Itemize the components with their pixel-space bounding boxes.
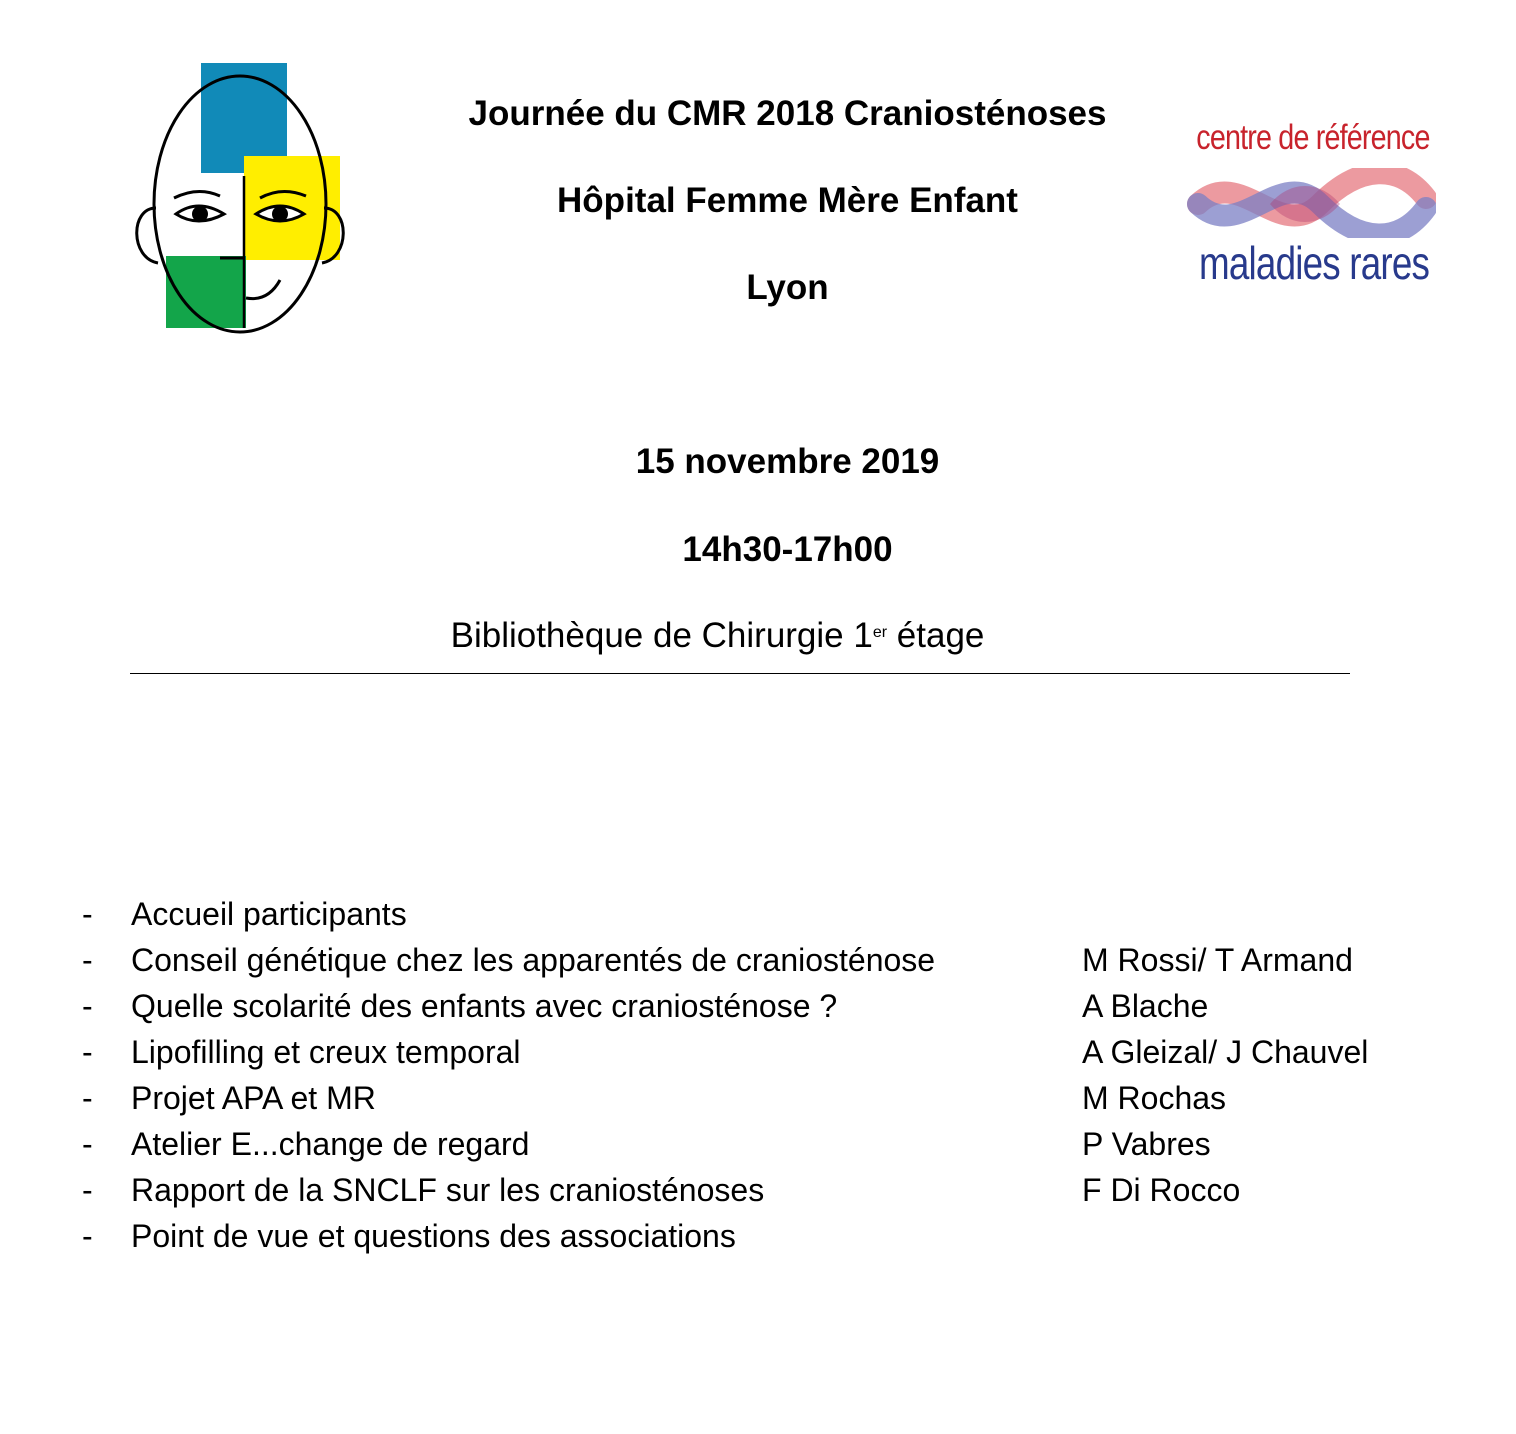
program-topic: Lipofilling et creux temporal [131, 1034, 521, 1070]
bullet-dash: - [82, 1218, 93, 1254]
venue-main: Bibliothèque de Chirurgie 1 [450, 616, 873, 655]
horizontal-divider [130, 673, 1350, 674]
bullet-dash: - [82, 896, 93, 932]
event-time: 14h30-17h00 [682, 530, 893, 569]
program-topic: Accueil participants [131, 896, 407, 932]
list-item [0, 1034, 1516, 1080]
crmr-logo-top-text: centre de référence [1196, 118, 1430, 157]
program-speaker: M Rossi/ T Armand [1082, 942, 1353, 978]
program-topic: Conseil génétique chez les apparentés de craniosténose [131, 942, 936, 978]
program-topic: Atelier E...change de regard [131, 1126, 530, 1162]
program-topic: Rapport de la SNCLF sur les craniosténoses [131, 1172, 765, 1208]
list-item [0, 896, 1516, 942]
program-speaker: P Vabres [1082, 1126, 1211, 1162]
program-topic: Quelle scolarité des enfants avec craniosténose ? [131, 988, 838, 1024]
bullet-dash: - [82, 1126, 93, 1162]
venue-tail: étage [887, 616, 985, 655]
bullet-dash: - [82, 1080, 93, 1116]
wave-ribbon-icon [1180, 168, 1436, 238]
program-topic: Projet APA et MR [131, 1080, 376, 1116]
venue-superscript: er [872, 624, 888, 641]
list-item [0, 988, 1516, 1034]
event-title: Journée du CMR 2018 Craniosténoses [468, 94, 1107, 133]
face-logo-icon [128, 58, 352, 340]
bullet-dash: - [82, 988, 93, 1024]
hospital-name: Hôpital Femme Mère Enfant [557, 181, 1018, 220]
bullet-dash: - [82, 1034, 93, 1070]
list-item [0, 1172, 1516, 1218]
list-item [0, 1218, 1516, 1264]
list-item [0, 942, 1516, 988]
list-item [0, 1080, 1516, 1126]
list-item [0, 1126, 1516, 1172]
bullet-dash: - [82, 1172, 93, 1208]
program-speaker: M Rochas [1082, 1080, 1227, 1116]
program-speaker: A Gleizal/ J Chauvel [1082, 1034, 1369, 1070]
city-name: Lyon [746, 268, 829, 307]
crmr-logo-bottom-text: maladies rares [1199, 237, 1430, 289]
program-speaker: F Di Rocco [1082, 1172, 1241, 1208]
event-date: 15 novembre 2019 [635, 442, 940, 481]
program-speaker: A Blache [1082, 988, 1209, 1024]
crmr-logo [1172, 110, 1442, 300]
bullet-dash: - [82, 942, 93, 978]
program-topic: Point de vue et questions des associations [131, 1218, 736, 1254]
event-venue [400, 616, 1035, 656]
